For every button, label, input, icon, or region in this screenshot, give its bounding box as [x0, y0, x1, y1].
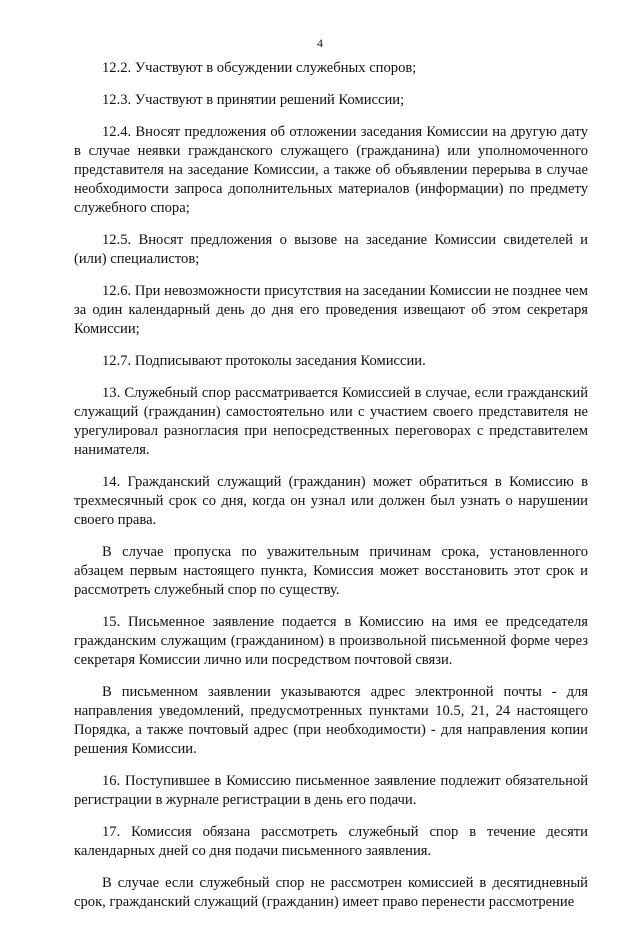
paragraph-12-2: 12.2. Участвуют в обсуждении служебных споров; — [102, 60, 417, 76]
paragraph-12-5: 12.5. Вносят предложения о вызове на заседание Комиссии свидетелей и (или) специалистов; — [74, 232, 588, 267]
paragraph-16: 16. Поступившее в Комиссию письменное заявление подлежит обязательной регистрации в журнале регистрации в день его подачи. — [74, 773, 588, 808]
paragraph-15: 15. Письменное заявление подается в Комиссию на имя ее председателя гражданским служащим (гражданином) в произвольной письменной форме через секретаря Комиссии лично или посредством почтовой связи. — [74, 614, 588, 668]
paragraph-13: 13. Служебный спор рассматривается Комиссией в случае, если гражданский служащий (гражданин) самостоятельно или с участием своего представителя не урегулировал разногласия при непосредственных переговорах с представителем нанимателя. — [74, 385, 588, 458]
paragraph-12-4: 12.4. Вносят предложения об отложении заседания Комиссии на другую дату в случае неявки гражданского служащего (гражданина) или уполномоченного представителя на заседание Комиссии, а также об объявлении перерыва в случае необходимости запроса дополнительных материалов (информации) по предмету служебного спора; — [74, 124, 588, 216]
paragraph-12-7: 12.7. Подписывают протоколы заседания Комиссии. — [102, 353, 426, 369]
paragraph-15-continued: В письменном заявлении указываются адрес электронной почты - для направления уведомлений, предусмотренных пунктами 10.5, 21, 24 настоящего Порядка, а также почтовый адрес (при необходимости) - для направления копии решения Комиссии. — [74, 684, 588, 757]
page-number: 4 — [317, 36, 323, 50]
paragraph-12-6: 12.6. При невозможности присутствия на заседании Комиссии не позднее чем за один календарный день до дня его проведения извещают об этом секретаря Комиссии; — [74, 283, 588, 337]
paragraph-14: 14. Гражданский служащий (гражданин) может обратиться в Комиссию в трехмесячный срок со дня, когда он узнал или должен был узнать о нарушении своего права. — [74, 474, 588, 528]
paragraph-17-continued: В случае если служебный спор не рассмотрен комиссией в десятидневный срок, гражданский служащий (гражданин) имеет право перенести рассмотрение — [74, 875, 588, 910]
paragraph-17: 17. Комиссия обязана рассмотреть служебный спор в течение десяти календарных дней со дня подачи письменного заявления. — [74, 824, 588, 859]
document-body — [74, 59, 588, 925]
paragraph-12-3: 12.3. Участвуют в принятии решений Комиссии; — [102, 92, 405, 108]
paragraph-14-continued: В случае пропуска по уважительным причинам срока, установленного абзацем первым настоящего пункта, Комиссия может восстановить этот срок и рассмотреть служебный спор по существу. — [74, 544, 588, 598]
